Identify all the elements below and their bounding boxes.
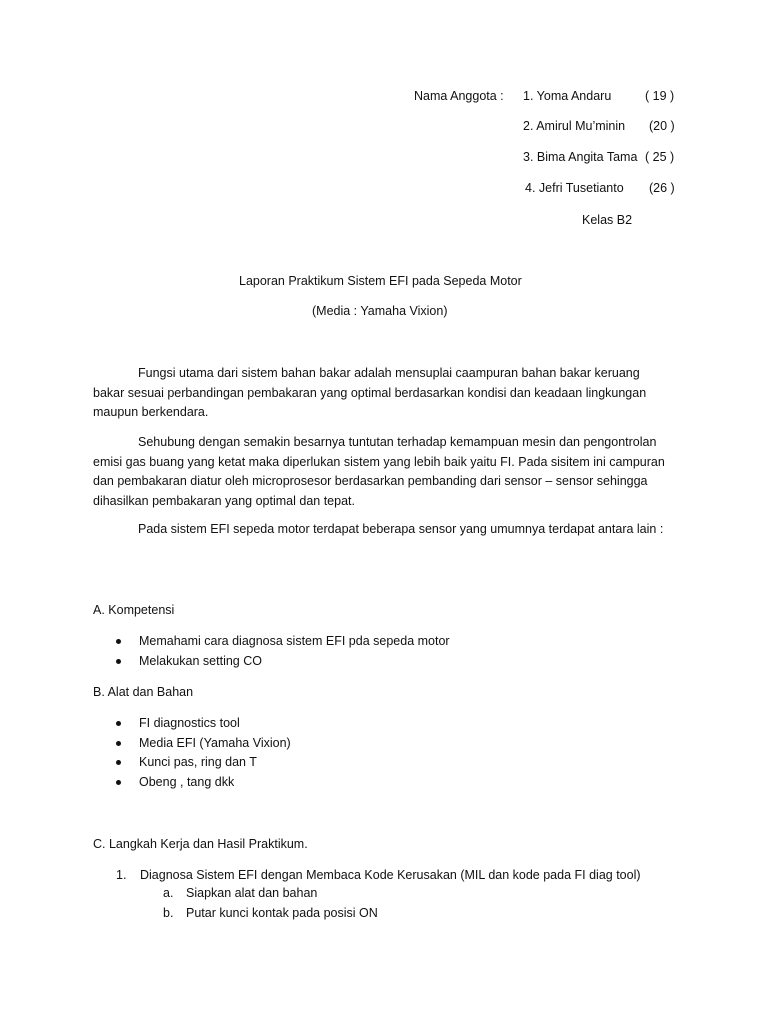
- substep-b: [163, 904, 378, 924]
- report-title: Laporan Praktikum Sistem EFI pada Sepeda Motor: [239, 274, 522, 288]
- list-item: [93, 734, 291, 754]
- list-item: [93, 773, 291, 793]
- substep-number: b.: [163, 906, 174, 920]
- section-b-list: [93, 714, 291, 792]
- substep-a: [163, 884, 317, 904]
- step-number: 1.: [116, 868, 127, 882]
- paragraph-text: Sehubung dengan semakin besarnya tuntutan terhadap kemampuan mesin dan pengontrolan emisi gas buang yang ketat maka diperlukan sistem yang lebih baik yaitu FI. Pada sisitem ini campuran dan pembakaran diatur oleh microprosesor berdasarkan pembanding dari sensor – sensor sehingga dihasilkan pembakaran yang optimal dan tepat.: [93, 435, 665, 508]
- member-number: (20 ): [649, 119, 675, 133]
- substep-number: a.: [163, 886, 174, 900]
- bullet-icon: [116, 760, 121, 765]
- member-3: [523, 148, 675, 168]
- bullet-icon: [116, 741, 121, 746]
- section-a-list: [93, 632, 450, 671]
- member-name: 2. Amirul Mu’minin: [523, 119, 626, 133]
- bullet-icon: [116, 639, 121, 644]
- list-item-text: FI diagnostics tool: [139, 716, 240, 730]
- member-2: [523, 117, 675, 137]
- class-label: Kelas B2: [582, 213, 633, 227]
- list-item-text: Media EFI (Yamaha Vixion): [139, 735, 291, 750]
- bullet-icon: [116, 780, 121, 785]
- report-subtitle: (Media : Yamaha Vixion): [312, 304, 448, 318]
- paragraph-3: [93, 520, 673, 540]
- step-text: Diagnosa Sistem EFI dengan Membaca Kode Kerusakan (MIL dan kode pada FI diag tool): [140, 868, 641, 882]
- members-label: Nama Anggota :: [414, 89, 504, 103]
- paragraph-text: Fungsi utama dari sistem bahan bakar adalah mensuplai caampuran bahan bakar keruang bakar sesuai perbandingan pembakaran yang optimal berdasarkan kondisi dan keadaan lingkungan maupun berkendara.: [93, 366, 647, 419]
- list-item-text: Obeng , tang dkk: [139, 774, 235, 789]
- member-number: (26 ): [649, 181, 675, 195]
- paragraph-text: Pada sistem EFI sepeda motor terdapat beberapa sensor yang umumnya terdapat antara lain :: [138, 522, 664, 536]
- member-4: [525, 179, 675, 199]
- member-number: ( 19 ): [645, 89, 675, 103]
- section-b-heading: B. Alat dan Bahan: [93, 685, 194, 699]
- bullet-icon: [116, 659, 121, 664]
- list-item: [93, 652, 450, 672]
- member-1: [523, 87, 675, 107]
- bullet-icon: [116, 721, 121, 726]
- list-item: [93, 714, 291, 734]
- list-item: [93, 632, 450, 652]
- substep-text: Putar kunci kontak pada posisi ON: [186, 906, 378, 920]
- section-c-heading: C. Langkah Kerja dan Hasil Praktikum.: [93, 837, 308, 851]
- section-a-heading: A. Kompetensi: [93, 603, 175, 617]
- member-number: ( 25 ): [645, 150, 675, 164]
- member-name: 3. Bima Angita Tama: [523, 150, 638, 164]
- member-name: 1. Yoma Andaru: [523, 89, 612, 103]
- list-item: [93, 753, 291, 773]
- member-name: 4. Jefri Tusetianto: [525, 181, 624, 195]
- list-item-text: Kunci pas, ring dan T: [139, 755, 257, 769]
- paragraph-2: [93, 433, 673, 511]
- paragraph-1: [93, 364, 673, 423]
- list-item-text: Melakukan setting CO: [139, 653, 262, 668]
- step-1: [116, 866, 641, 886]
- list-item-text: Memahami cara diagnosa sistem EFI pda sepeda motor: [139, 634, 450, 648]
- substep-text: Siapkan alat dan bahan: [186, 886, 318, 900]
